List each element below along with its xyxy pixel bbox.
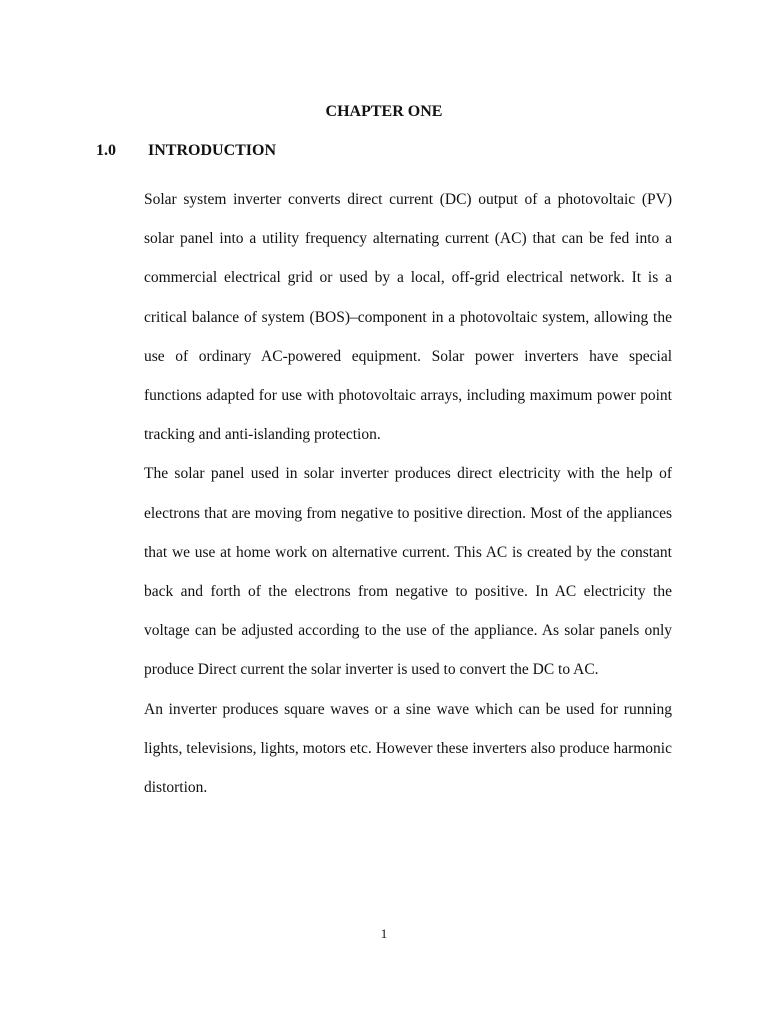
chapter-title: CHAPTER ONE bbox=[325, 103, 443, 120]
section-number: 1.0 bbox=[96, 142, 116, 159]
paragraph: Solar system inverter converts direct current (DC) output of a photovoltaic (PV) solar panel into a utility frequency alternating current (AC) that can be fed into a commercial electrical grid or used by a local, off-grid electrical network. It is a critical balance of system (BOS)–component in a photovoltaic system, allowing the use of ordinary AC-powered equipment. Solar power inverters have special functions adapted for use with photovoltaic arrays, including maximum power point tracking and anti-islanding protection. bbox=[144, 191, 672, 444]
paragraph: The solar panel used in solar inverter produces direct electricity with the help of electrons that are moving from negative to positive direction. Most of the appliances that we use at home work on alternative current. This AC is created by the constant back and forth of the electrons from negative to positive. In AC electricity the voltage can be adjusted according to the use of the appliance. As solar panels only produce Direct current the solar inverter is used to convert the DC to AC. bbox=[144, 465, 672, 679]
paragraph: An inverter produces square waves or a sine wave which can be used for running lights, televisions, lights, motors etc. However these inverters also produce harmonic distortion. bbox=[144, 700, 672, 797]
page-number: 1 bbox=[380, 926, 388, 941]
section-title: INTRODUCTION bbox=[148, 142, 277, 159]
body-text bbox=[144, 180, 672, 807]
section-heading bbox=[96, 140, 276, 162]
